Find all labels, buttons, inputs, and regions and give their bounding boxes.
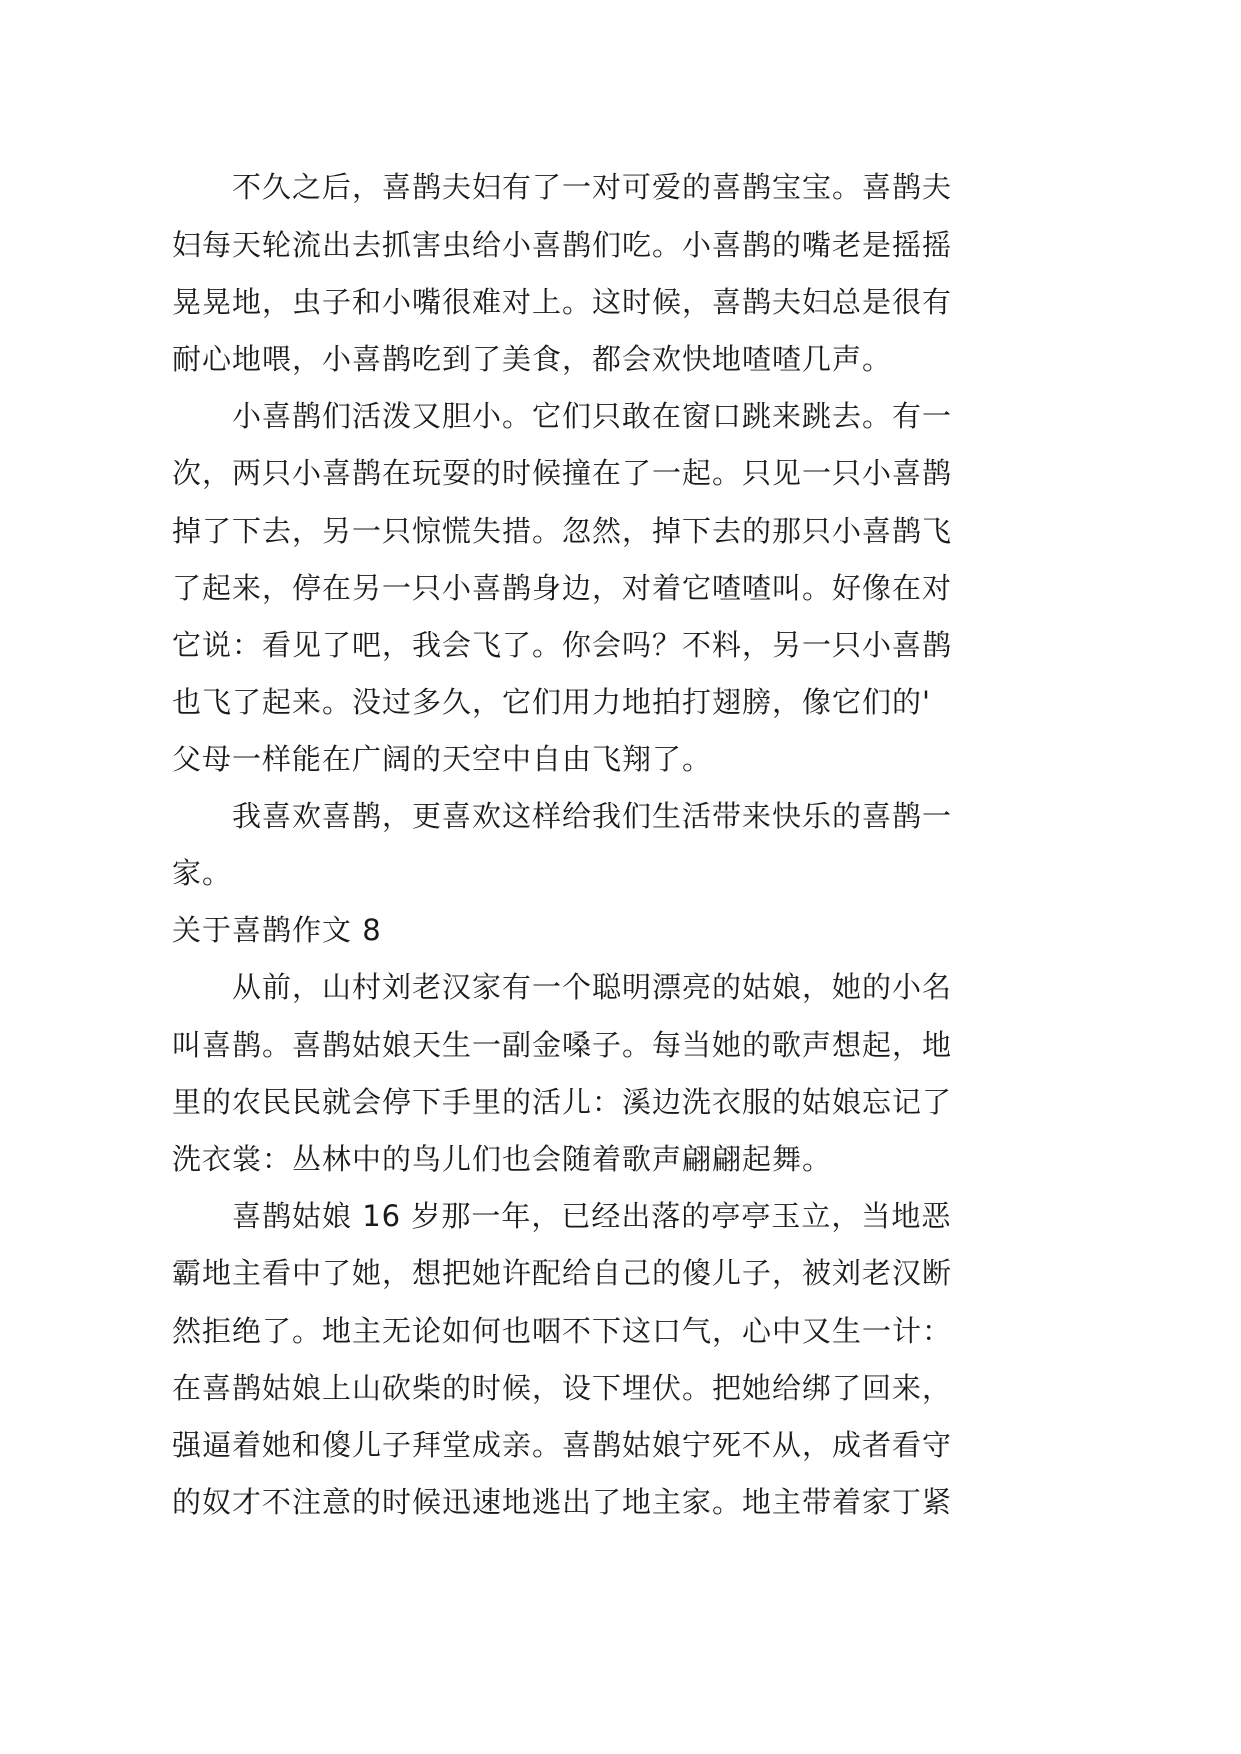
paragraph-line: 也飞了起来。没过多久，它们用力地拍打翅膀，像它们的' — [172, 685, 931, 719]
paragraph-line: 它说：看见了吧，我会飞了。你会吗？不料，另一只小喜鹊 — [172, 628, 953, 662]
paragraph-line: 然拒绝了。地主无论如何也咽不下这口气，心中又生一计： — [172, 1314, 953, 1348]
section-heading: 关于喜鹊作文 8 — [172, 913, 382, 947]
paragraph-line: 家。 — [172, 856, 233, 890]
paragraph-line: 掉了下去，另一只惊慌失措。忽然，掉下去的那只小喜鹊飞 — [172, 514, 953, 548]
paragraph-line: 洗衣裳：丛林中的鸟儿们也会随着歌声翩翩起舞。 — [172, 1142, 833, 1176]
paragraph-line: 妇每天轮流出去抓害虫给小喜鹊们吃。小喜鹊的嘴老是摇摇 — [172, 228, 953, 262]
paragraph-line: 次，两只小喜鹊在玩耍的时候撞在了一起。只见一只小喜鹊 — [172, 456, 953, 490]
paragraph-line: 霸地主看中了她，想把她许配给自己的傻儿子，被刘老汉断 — [172, 1256, 953, 1290]
paragraph-line: 的奴才不注意的时候迅速地逃出了地主家。地主带着家丁紧 — [172, 1485, 953, 1519]
paragraph-line: 父母一样能在广阔的天空中自由飞翔了。 — [172, 742, 713, 776]
paragraph-line: 耐心地喂，小喜鹊吃到了美食，都会欢快地喳喳几声。 — [172, 342, 893, 376]
paragraph-line: 晃晃地，虫子和小嘴很难对上。这时候，喜鹊夫妇总是很有 — [172, 285, 953, 319]
paragraph-line: 小喜鹊们活泼又胆小。它们只敢在窗口跳来跳去。有一 — [232, 399, 953, 433]
paragraph-line: 我喜欢喜鹊，更喜欢这样给我们生活带来快乐的喜鹊一 — [232, 799, 953, 833]
paragraph-line: 从前，山村刘老汉家有一个聪明漂亮的姑娘，她的小名 — [232, 970, 953, 1004]
paragraph-line: 叫喜鹊。喜鹊姑娘天生一副金嗓子。每当她的歌声想起，地 — [172, 1028, 953, 1062]
paragraph-line: 不久之后，喜鹊夫妇有了一对可爱的喜鹊宝宝。喜鹊夫 — [232, 170, 953, 204]
paragraph-line: 里的农民民就会停下手里的活儿：溪边洗衣服的姑娘忘记了 — [172, 1085, 953, 1119]
paragraph-line: 喜鹊姑娘 16 岁那一年，已经出落的亭亭玉立，当地恶 — [232, 1199, 952, 1233]
paragraph-line: 强逼着她和傻儿子拜堂成亲。喜鹊姑娘宁死不从，成者看守 — [172, 1428, 953, 1462]
paragraph-line: 了起来，停在另一只小喜鹊身边，对着它喳喳叫。好像在对 — [172, 571, 953, 605]
paragraph-line: 在喜鹊姑娘上山砍柴的时候，设下埋伏。把她给绑了回来， — [172, 1371, 953, 1405]
